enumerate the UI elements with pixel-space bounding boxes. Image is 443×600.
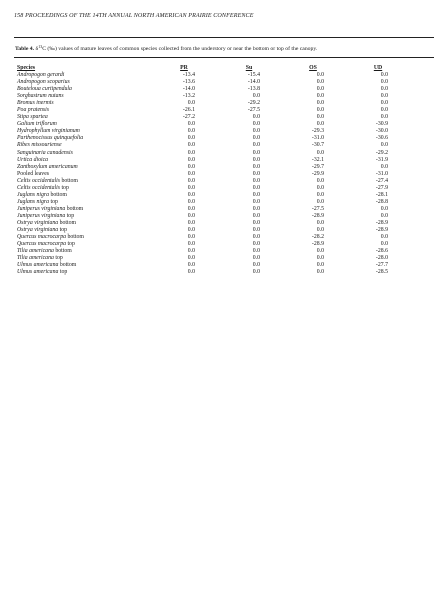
table-row [15, 178, 425, 185]
table-row [15, 220, 425, 227]
species-cell [17, 248, 72, 255]
value-cell-pr: 0.0 [187, 128, 195, 135]
value-cell-ud: -30.0 [375, 128, 388, 135]
value-cell-su: 0.0 [252, 149, 260, 156]
species-cell: Sorghastrum nutans [17, 93, 64, 100]
value-cell-ud: -28.8 [375, 198, 388, 205]
value-cell-su: 0.0 [252, 93, 260, 100]
value-cell-su: 0.0 [252, 219, 260, 226]
value-cell-ud: 0.0 [380, 163, 388, 170]
table-caption-text: C (‰) values of mature leaves of common species collected from the understory or near the bottom or top of the canopy. [42, 46, 318, 52]
value-cell-su: 0.0 [252, 163, 260, 170]
value-cell-os: 0.0 [316, 191, 324, 198]
table-caption-label: Table 4. [15, 46, 35, 52]
value-cell-ud: 0.0 [380, 205, 388, 212]
value-cell-ud: -31.0 [375, 170, 388, 177]
species-cell [17, 227, 67, 234]
table-header-row [15, 64, 425, 72]
value-cell-os: 0.0 [316, 149, 324, 156]
value-cell-os: -27.5 [311, 205, 324, 212]
value-cell-pr: 0.0 [187, 198, 195, 205]
canopy-position: bottom [53, 248, 72, 255]
table-caption [15, 44, 435, 52]
value-cell-os: 0.0 [316, 114, 324, 121]
species-cell [17, 269, 67, 276]
value-cell-su: 0.0 [252, 234, 260, 241]
canopy-position: top [60, 184, 69, 191]
value-cell-pr: 0.0 [187, 142, 195, 149]
value-cell-pr: 0.0 [187, 149, 195, 156]
value-cell-pr: 0.0 [187, 205, 195, 212]
value-cell-pr: -14.0 [182, 86, 195, 93]
value-cell-os: -31.0 [311, 135, 324, 142]
value-cell-su: 0.0 [252, 269, 260, 276]
value-cell-pr: 0.0 [187, 100, 195, 107]
species-cell [17, 192, 67, 199]
value-cell-su: 0.0 [252, 248, 260, 255]
isotope-superscript: 13 [38, 44, 43, 49]
value-cell-ud: -28.0 [375, 255, 388, 262]
table-row [15, 72, 425, 79]
species-name: Juniperus virginiana [17, 212, 66, 219]
value-cell-os: 0.0 [316, 227, 324, 234]
species-cell [17, 206, 83, 213]
delta-symbol: δ [35, 46, 39, 52]
value-cell-os: -28.9 [311, 212, 324, 219]
table-row [15, 164, 425, 171]
canopy-position: top [58, 269, 68, 276]
species-cell: Ribes missouriense [17, 142, 62, 149]
value-cell-pr: 0.0 [187, 234, 195, 241]
species-cell [17, 178, 78, 185]
column-header-species: Species [17, 65, 36, 71]
table-body [15, 72, 425, 276]
value-cell-os: 0.0 [316, 198, 324, 205]
value-cell-ud: -27.9 [375, 184, 388, 191]
value-cell-os: 0.0 [316, 219, 324, 226]
value-cell-pr: 0.0 [187, 121, 195, 128]
value-cell-os: 0.0 [316, 184, 324, 191]
value-cell-pr: -26.1 [182, 107, 195, 114]
value-cell-ud: -28.1 [375, 191, 388, 198]
table-row [15, 185, 425, 192]
species-cell: Pooled leaves [17, 170, 50, 177]
species-name: Ulmus americana [17, 269, 59, 276]
species-name: Juglans nigra [17, 191, 50, 198]
canopy-position: top [53, 255, 63, 262]
value-cell-pr: 0.0 [187, 255, 195, 262]
species-cell: Sanguinaria canadensis [17, 149, 73, 156]
species-cell: Poa pratensis [17, 107, 50, 114]
canopy-position: bottom [65, 205, 84, 212]
species-cell: Andropogon scoparius [17, 79, 70, 86]
value-cell-ud: -27.4 [375, 177, 388, 184]
canopy-position: top [66, 241, 75, 248]
value-cell-pr: 0.0 [187, 219, 195, 226]
value-cell-ud: 0.0 [380, 79, 388, 86]
value-cell-pr: 0.0 [187, 163, 195, 170]
value-cell-ud: -28.9 [375, 219, 388, 226]
value-cell-os: 0.0 [316, 248, 324, 255]
value-cell-pr: -13.6 [182, 79, 195, 86]
column-header-pr: PR [180, 65, 188, 71]
species-cell [17, 185, 69, 192]
table-row [15, 227, 425, 234]
value-cell-os: 0.0 [316, 107, 324, 114]
species-cell [17, 241, 75, 248]
value-cell-pr: 0.0 [187, 248, 195, 255]
table-row [15, 79, 425, 86]
value-cell-su: 0.0 [252, 114, 260, 121]
value-cell-su: 0.0 [252, 241, 260, 248]
table-row [15, 86, 425, 93]
value-cell-os: -29.9 [311, 170, 324, 177]
value-cell-os: -29.3 [311, 128, 324, 135]
table-row [15, 255, 425, 262]
species-name: Tilia americana [17, 248, 54, 255]
table-row [15, 213, 425, 220]
canopy-position: top [65, 212, 75, 219]
value-cell-ud: 0.0 [380, 234, 388, 241]
value-cell-os: 0.0 [316, 79, 324, 86]
data-table [15, 64, 425, 276]
species-name: Ostrya virginiana [17, 219, 59, 226]
value-cell-os: 0.0 [316, 100, 324, 107]
species-cell: Andropogon gerardi [17, 72, 65, 78]
value-cell-su: 0.0 [252, 156, 260, 163]
value-cell-su: 0.0 [252, 205, 260, 212]
value-cell-os: 0.0 [316, 121, 324, 128]
value-cell-su: 0.0 [252, 135, 260, 142]
species-cell: Stipa spartea [17, 114, 48, 121]
value-cell-pr: -13.2 [182, 93, 195, 100]
table-row [15, 121, 425, 128]
value-cell-ud: 0.0 [380, 72, 388, 78]
species-cell: Parthenocissus quinquefolia [17, 135, 84, 142]
value-cell-su: -14.0 [247, 79, 260, 86]
species-name: Ostrya virginiana [17, 227, 59, 234]
value-cell-pr: 0.0 [187, 191, 195, 198]
value-cell-ud: -28.9 [375, 227, 388, 234]
value-cell-ud: 0.0 [380, 142, 388, 149]
value-cell-pr: 0.0 [187, 184, 195, 191]
value-cell-os: 0.0 [316, 255, 324, 262]
value-cell-su: 0.0 [252, 255, 260, 262]
value-cell-pr: -27.2 [182, 114, 195, 121]
species-cell [17, 255, 63, 262]
column-header-os: OS [309, 65, 317, 71]
value-cell-pr: 0.0 [187, 170, 195, 177]
table-row [15, 234, 425, 241]
species-cell: Hydrophyllum virginianum [17, 128, 80, 135]
species-cell: Bouteloua curtipendula [17, 86, 72, 93]
value-cell-ud: -30.6 [375, 135, 388, 142]
column-header-su: Su [245, 65, 253, 71]
species-cell: Urtica dioica [17, 156, 49, 163]
table-row [15, 241, 425, 248]
canopy-position: bottom [60, 177, 78, 184]
canopy-position: bottom [58, 262, 77, 269]
value-cell-os: 0.0 [316, 177, 324, 184]
value-cell-os: -30.7 [311, 142, 324, 149]
species-name: Juglans nigra [17, 198, 50, 205]
table-row [15, 100, 425, 107]
value-cell-ud: -28.6 [375, 248, 388, 255]
species-cell [17, 199, 58, 206]
value-cell-os: 0.0 [316, 269, 324, 276]
table-row [15, 93, 425, 100]
value-cell-su: 0.0 [252, 121, 260, 128]
value-cell-su: -27.5 [247, 107, 260, 114]
value-cell-su: 0.0 [252, 142, 260, 149]
species-name: Celtis occidentalis [17, 184, 60, 191]
canopy-position: top [49, 198, 58, 205]
table-header-rule [14, 57, 434, 58]
value-cell-su: 0.0 [252, 177, 260, 184]
value-cell-os: 0.0 [316, 93, 324, 100]
value-cell-ud: 0.0 [380, 212, 388, 219]
canopy-position: bottom [66, 234, 84, 241]
running-header: 158 PROCEEDINGS OF THE 14TH ANNUAL NORTH AMERICAN PRAIRIE CONFERENCE [14, 13, 254, 19]
table-row [15, 150, 425, 157]
value-cell-os: 0.0 [316, 72, 324, 78]
table-row [15, 142, 425, 149]
value-cell-su: 0.0 [252, 191, 260, 198]
value-cell-su: 0.0 [252, 198, 260, 205]
value-cell-os: -28.9 [311, 241, 324, 248]
species-name: Ulmus americana [17, 262, 59, 269]
species-cell: Bromus inermis [17, 100, 54, 107]
value-cell-os: -32.1 [311, 156, 324, 163]
value-cell-pr: 0.0 [187, 212, 195, 219]
value-cell-su: 0.0 [252, 170, 260, 177]
value-cell-su: 0.0 [252, 128, 260, 135]
table-row [15, 199, 425, 206]
value-cell-ud: 0.0 [380, 93, 388, 100]
value-cell-pr: 0.0 [187, 177, 195, 184]
value-cell-ud: 0.0 [380, 86, 388, 93]
species-name: Quercus macrocarpa [17, 234, 66, 241]
table-row [15, 206, 425, 213]
value-cell-su: 0.0 [252, 184, 260, 191]
species-cell: Zanthoxylum americanum [17, 163, 78, 170]
table-row [15, 114, 425, 121]
species-cell [17, 220, 76, 227]
table-row [15, 135, 425, 142]
table-row [15, 248, 425, 255]
value-cell-ud: -31.9 [375, 156, 388, 163]
value-cell-ud: 0.0 [380, 241, 388, 248]
table-row [15, 107, 425, 114]
value-cell-ud: 0.0 [380, 114, 388, 121]
table-row [15, 262, 425, 269]
species-name: Juniperus virginiana [17, 205, 66, 212]
canopy-position: bottom [58, 219, 77, 226]
value-cell-su: 0.0 [252, 227, 260, 234]
value-cell-ud: -29.2 [375, 149, 388, 156]
column-header-ud: UD [373, 65, 383, 71]
table-top-rule [14, 37, 434, 38]
table-row [15, 171, 425, 178]
value-cell-su: 0.0 [252, 262, 260, 269]
value-cell-os: -29.7 [311, 163, 324, 170]
value-cell-pr: 0.0 [187, 135, 195, 142]
table-row [15, 192, 425, 199]
species-name: Tilia americana [17, 255, 54, 262]
value-cell-su: 0.0 [252, 212, 260, 219]
value-cell-su: -15.4 [247, 72, 260, 78]
value-cell-ud: -28.5 [375, 269, 388, 276]
table-row [15, 269, 425, 276]
species-cell [17, 234, 84, 241]
value-cell-ud: 0.0 [380, 107, 388, 114]
value-cell-pr: 0.0 [187, 227, 195, 234]
species-cell: Galium triflorum [17, 121, 57, 128]
value-cell-os: 0.0 [316, 86, 324, 93]
value-cell-os: -28.2 [311, 234, 324, 241]
canopy-position: bottom [49, 191, 67, 198]
canopy-position: top [58, 227, 68, 234]
value-cell-pr: 0.0 [187, 241, 195, 248]
value-cell-su: -13.8 [247, 86, 260, 93]
value-cell-os: 0.0 [316, 262, 324, 269]
value-cell-ud: -27.7 [375, 262, 388, 269]
value-cell-ud: 0.0 [380, 100, 388, 107]
species-name: Quercus macrocarpa [17, 241, 66, 248]
value-cell-pr: 0.0 [187, 156, 195, 163]
value-cell-pr: 0.0 [187, 262, 195, 269]
value-cell-ud: -30.9 [375, 121, 388, 128]
value-cell-su: -29.2 [247, 100, 260, 107]
value-cell-pr: -13.4 [182, 72, 195, 78]
value-cell-pr: 0.0 [187, 269, 195, 276]
species-cell [17, 213, 74, 220]
table-row [15, 157, 425, 164]
species-name: Celtis occidentalis [17, 177, 60, 184]
species-cell [17, 262, 76, 269]
